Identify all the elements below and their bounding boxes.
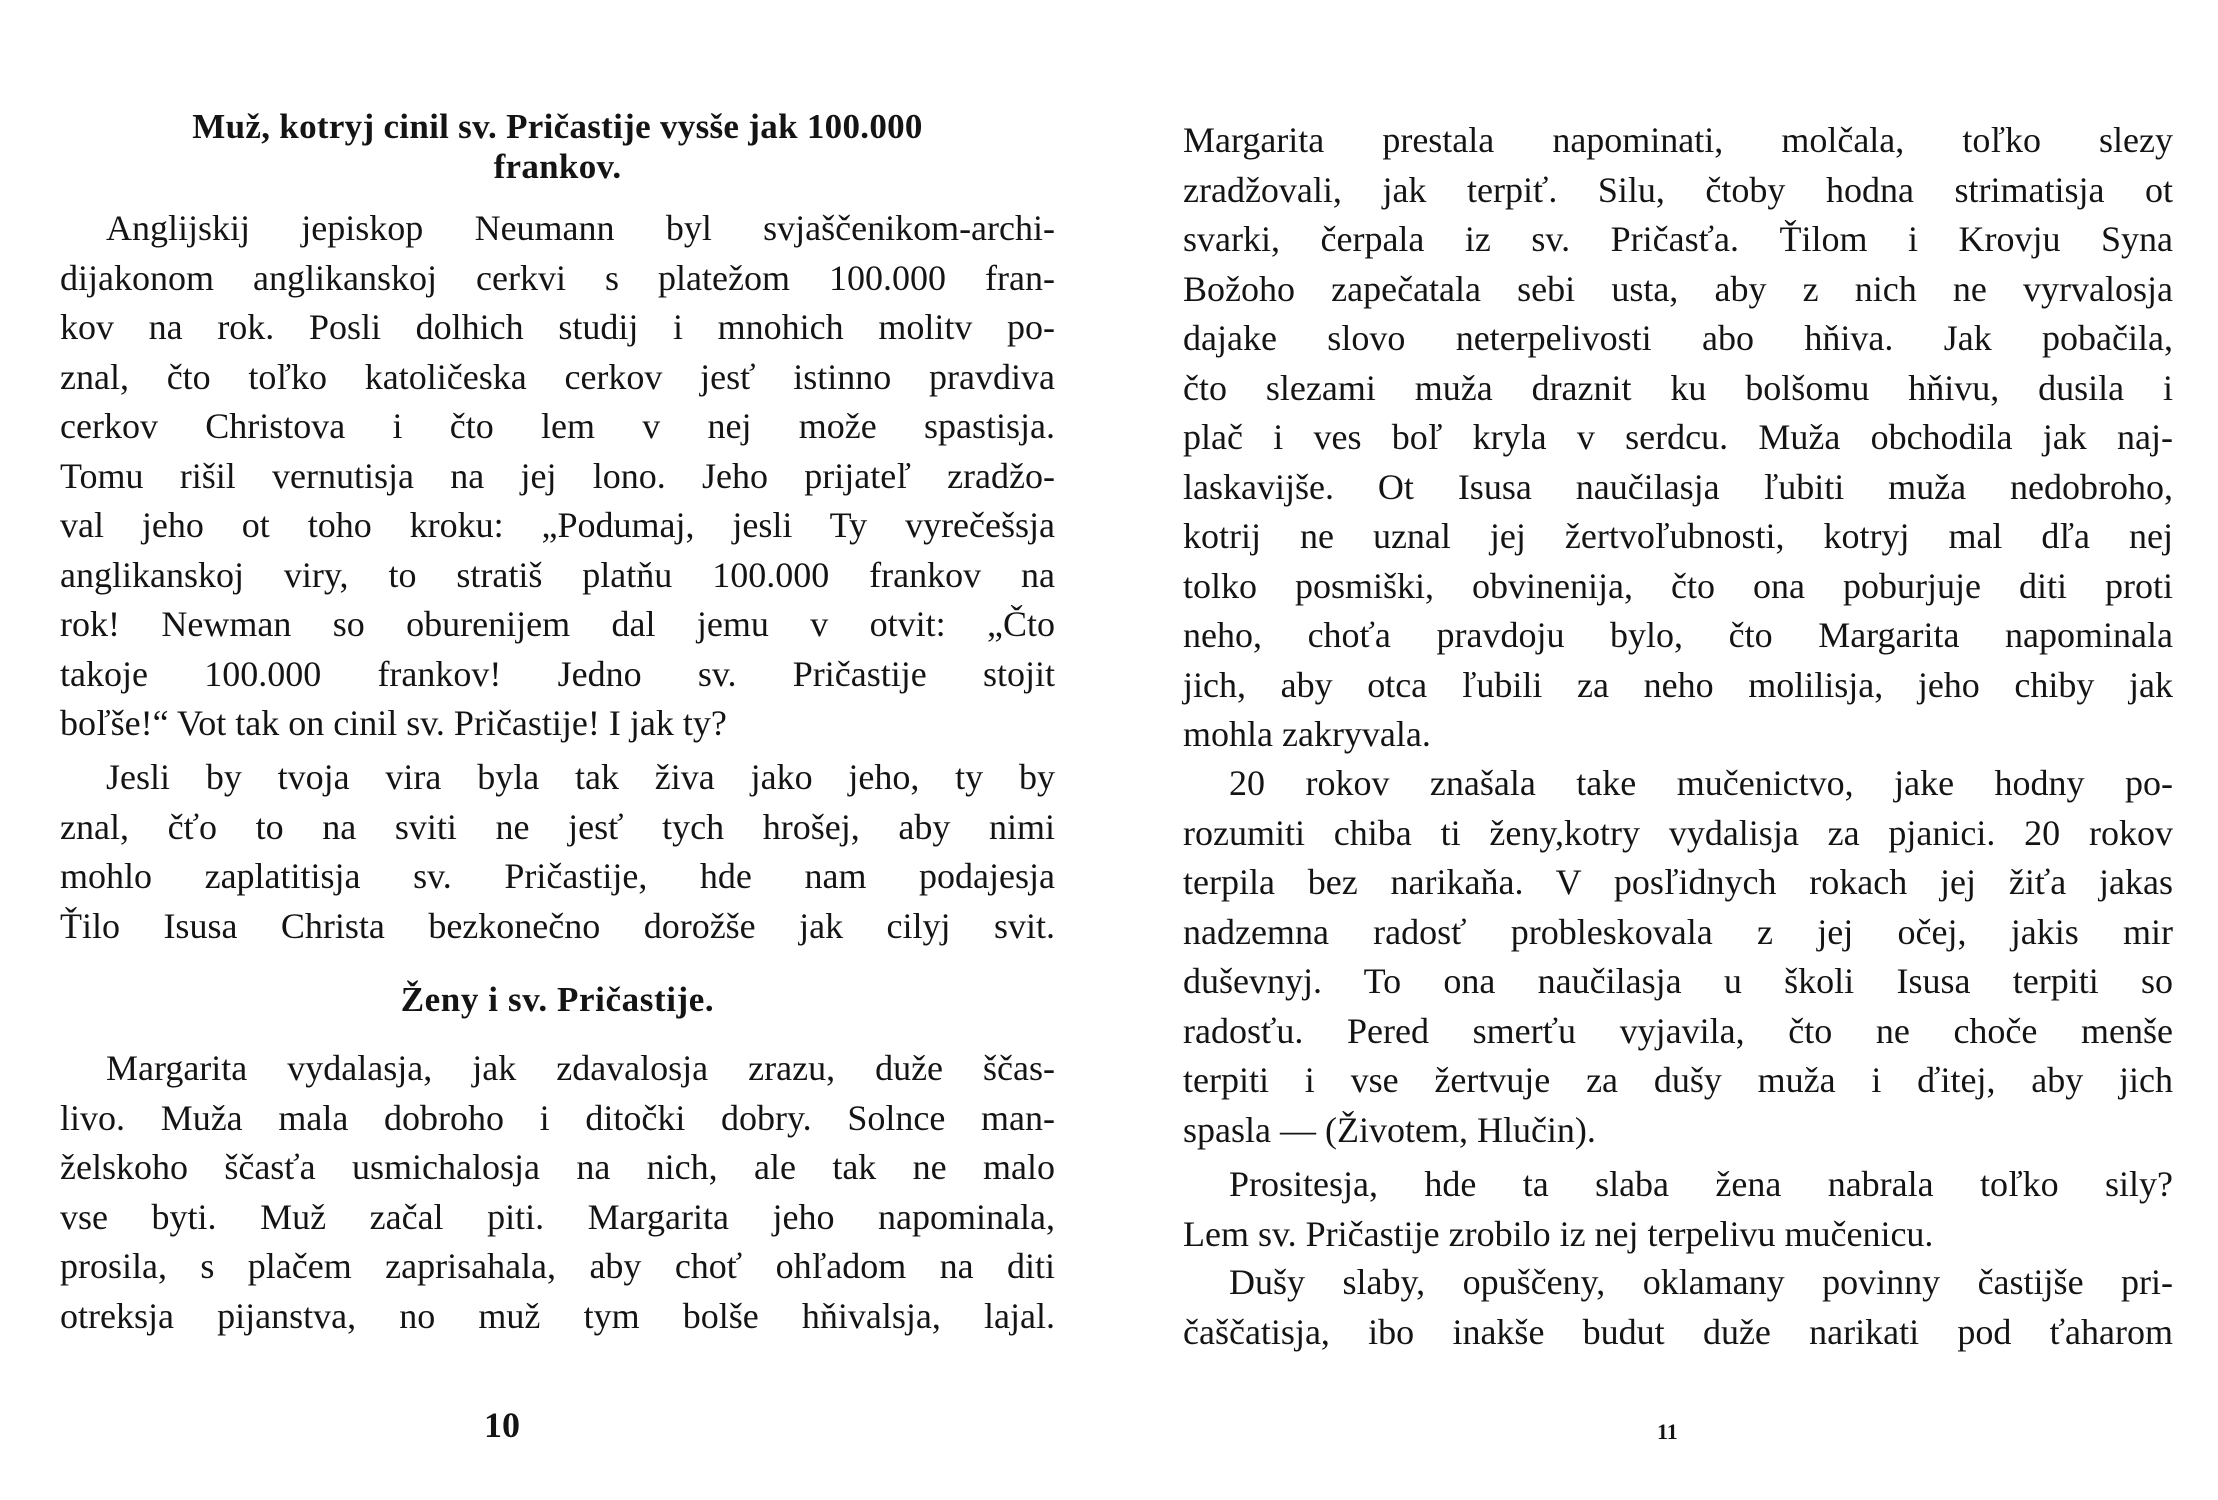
paragraph-20-rokov xyxy=(1183,759,2173,1155)
text-line: tolko posmiški, obvinenija, čto ona poburjuje diti proti xyxy=(1183,565,2173,606)
text-line: mohla zakryvala. xyxy=(1183,714,1431,754)
text-line: val jeho ot toho kroku: „Podumaj, jesli Ty vyrečešsja xyxy=(60,505,1055,545)
page-number-left: 10 xyxy=(484,1405,520,1445)
heading-zeny: Ženy i sv. Pričastije. xyxy=(400,980,715,1019)
text-line: takoje 100.000 frankov! Jedno sv. Pričastije stojit xyxy=(60,653,1055,694)
text-line: Ťilo Isusa Christa bezkonečno dorožše jak cilyj svit. xyxy=(60,905,1055,946)
text-line: prosila, s plačem zaprisahala, aby choť ohľadom na diti xyxy=(60,1246,1055,1286)
text-line: Dušy slaby, opuščeny, oklamany povinny častijše pri- xyxy=(1229,1262,2173,1302)
text-line: boľše!“ Vot tak on cinil sv. Pričastije! I jak ty? xyxy=(60,703,727,743)
text-line: Jesli by tvoja vira byla tak živa jako jeho, ty by xyxy=(106,757,1055,797)
page-number-right: 11 xyxy=(1657,1419,1678,1444)
text-line: terpiti i vse žertvuje za dušy muža i ďitej, aby jich xyxy=(1183,1060,2173,1100)
text-line: radosťu. Pered smerťu vyjavila, čto ne choče menše xyxy=(1183,1010,2173,1051)
text-line: čaščatisja, ibo inakše budut duže narikati pod ťaharom xyxy=(1183,1311,2173,1352)
text-line: rok! Newman so oburenijem dal jemu v otvit: „Čto xyxy=(60,604,1055,644)
text-line: znal, čto toľko katoličeska cerkov jesť istinno pravdiva xyxy=(60,356,1055,397)
text-line: zradžovali, jak terpiť. Silu, čtoby hodna strimatisja ot xyxy=(1183,169,2173,210)
paragraph-jesli-by xyxy=(60,753,1055,951)
text-line: vse byti. Muž začal piti. Margarita jeho napominala, xyxy=(60,1196,1055,1237)
text-line: svarki, čerpala iz sv. Pričasťa. Ťilom i Krovju Syna xyxy=(1183,219,2173,259)
text-line: 20 rokov znašala take mučenictvo, jake hodny po- xyxy=(1229,763,2173,803)
text-line: znal, čťo to na sviti ne jesť tych hrošej, aby nimi xyxy=(60,806,1055,847)
text-line: kotrij ne uznal jej žertvoľubnosti, kotryj mal dľa nej xyxy=(1183,516,2173,556)
text-line: Anglijskij jepiskop Neumann byl svjaščenikom-archi- xyxy=(106,208,1055,248)
text-line: livo. Muža mala dobroho i ditočki dobry. Solnce man- xyxy=(60,1097,1055,1138)
left-page xyxy=(60,0,1055,1500)
right-page xyxy=(1183,0,2173,1500)
text-line: mohlo zaplatitisja sv. Pričastije, hde nam podajesja xyxy=(60,856,1055,896)
heading-muz-kotryj xyxy=(60,107,1055,187)
text-line: otreksja pijanstva, no muž tym bolše hňivalsja, lajal. xyxy=(60,1295,1055,1336)
text-line: spasla — (Životem, Hlučin). xyxy=(1183,1109,1596,1150)
text-line: anglikanskoj viry, to stratiš platňu 100.000 frankov na xyxy=(60,554,1055,595)
paragraph-dusy-slaby xyxy=(1183,1258,2173,1357)
text-line: jich, aby otca ľubili za neho molilisja, jeho chiby jak xyxy=(1183,664,2173,705)
text-line: Božoho zapečatala sebi usta, aby z nich ne vyrvalosja xyxy=(1183,268,2173,309)
text-line: Lem sv. Pričastije zrobilo iz nej terpelivu mučenicu. xyxy=(1183,1213,1934,1254)
text-line: nadzemna radosť probleskovala z jej očej, jakis mir xyxy=(1183,911,2173,952)
text-line: kov na rok. Posli dolhich studij i mnohich molitv po- xyxy=(60,307,1055,347)
text-line: želskoho ščasťa usmichalosja na nich, ale tak ne malo xyxy=(60,1147,1055,1187)
heading-line: Muž, kotryj cinil sv. Pričastije vysše jak 100.000 xyxy=(192,107,923,146)
text-line: cerkov Christova i čto lem v nej može spastisja. xyxy=(60,406,1055,446)
text-line: dajake slovo neterpelivosti abo hňiva. Jak pobačila, xyxy=(1183,318,2173,358)
paragraph-margarita-prestala xyxy=(1183,116,2173,760)
text-line: Margarita vydalasja, jak zdavalosja zrazu, duže ščas- xyxy=(106,1048,1055,1088)
text-line: neho, choťa pravdoju bylo, čto Margarita napominala xyxy=(1183,615,2173,655)
text-line: dijakonom anglikanskoj cerkvi s platežom 100.000 fran- xyxy=(60,257,1055,298)
text-line: Margarita prestala napominati, molčala, toľko slezy xyxy=(1183,120,2173,160)
text-line: Tomu rišil vernutisja na jej lono. Jeho prijateľ zradžo- xyxy=(60,455,1055,496)
paragraph-margarita-vydalasja xyxy=(60,1044,1055,1341)
text-line: rozumiti chiba ti ženy,kotry vydalisja za pjanici. 20 rokov xyxy=(1183,812,2173,853)
text-line: plač i ves boľ kryla v serdcu. Muža obchodila jak naj- xyxy=(1183,417,2173,457)
text-line: terpila bez narikaňa. V posľidnych rokach jej žiťa jakas xyxy=(1183,862,2173,902)
paragraph-neumann xyxy=(60,204,1055,749)
paragraph-prositesja xyxy=(1183,1160,2173,1259)
text-line: duševnyj. To ona naučilasja u školi Isusa terpiti so xyxy=(1183,961,2173,1001)
text-line: čto slezami muža draznit ku bolšomu hňivu, dusila i xyxy=(1183,367,2173,408)
heading-line: frankov. xyxy=(493,147,622,186)
text-line: laskavijše. Ot Isusa naučilasja ľubiti muža nedobroho, xyxy=(1183,466,2173,507)
text-line: Prositesja, hde ta slaba žena nabrala toľko sily? xyxy=(1229,1164,2173,1204)
